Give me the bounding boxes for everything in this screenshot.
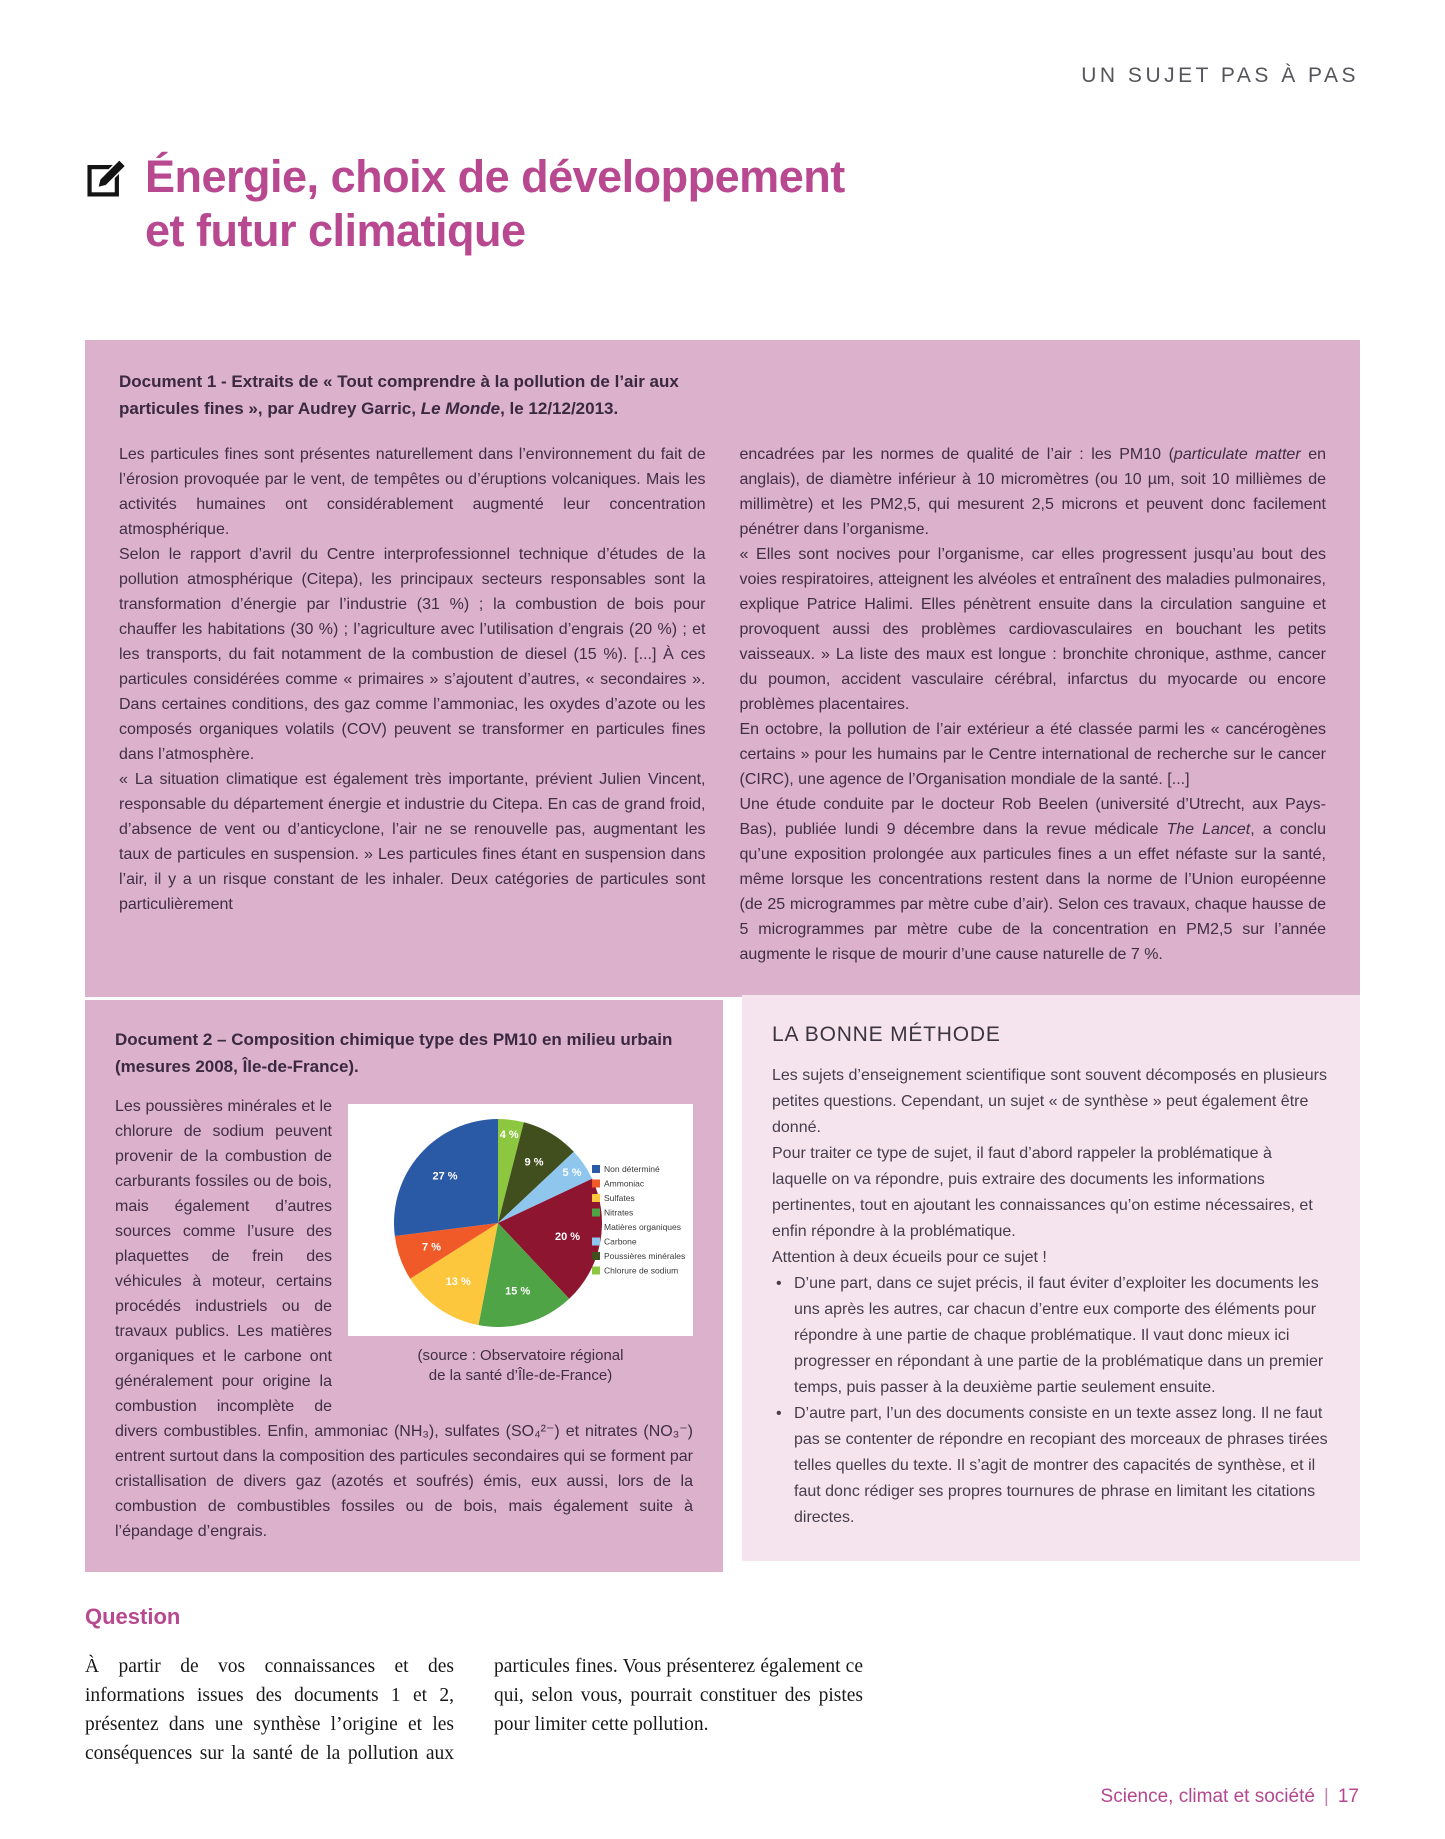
legend-label-non-determine: Non déterminé (604, 1164, 660, 1174)
chart-source-line2: de la santé d’Île-de-France) (428, 1367, 613, 1385)
chapter-title (145, 150, 845, 258)
method-box (742, 995, 1360, 1561)
paragraph: Une étude conduite par le docteur Rob Beelen (université d’Utrecht, aux Pays-Bas), publiée lundi 9 décembre dans la revue médicale The Lancet, a conclu qu’une exposition prolongée aux particules fines a un effet néfaste sur la santé, même lorsque les concentrations restent dans la norme de l’Union européenne (de 25 microgrammes par mètre cube d’air). Selon ces travaux, chaque hausse de 5 microgrammes par mètre cube de la concentration en PM2,5 sur l’année augmente le risque de mourir d’une cause naturelle de 7 %. (739, 796, 1326, 963)
pie-slice-value-label: 4 % (499, 1128, 519, 1141)
page-footer (1101, 1786, 1359, 1808)
question-heading: Question (85, 1604, 181, 1629)
legend-label-poussieres-minerales: Poussières minérales (604, 1251, 686, 1261)
legend-swatch-poussieres-minerales (592, 1252, 600, 1260)
document1-left-column (119, 442, 706, 967)
chart-source-caption (348, 1346, 693, 1387)
footer-collection-label: Science, climat et société (1100, 1786, 1315, 1807)
pie-slice-value-label: 5 % (562, 1167, 582, 1180)
legend-swatch-non-determine (592, 1165, 600, 1173)
paragraph: Pour traiter ce type de sujet, il faut d’abord rappeler la problématique à laquelle on va répondre, puis extraire des documents les informations pertinentes, tout en ajoutant les connaissances qu’on estime nécessaires, et enfin répondre à la problématique. (772, 1145, 1313, 1240)
legend-swatch-sulfates (592, 1194, 600, 1202)
chapter-title-line1: Énergie, choix de développement (145, 151, 845, 202)
pie-chart (348, 1104, 693, 1336)
document1-title: Document 1 - Extraits de « Tout comprendre à la pollution de l’air aux particules fines », par Audrey Garric, Le Monde, le 12/12/2013. (119, 372, 679, 418)
legend-label-ammoniac: Ammoniac (604, 1178, 645, 1189)
pie-slice-value-label: 27 % (432, 1170, 458, 1183)
question-text: À partir de vos connaissances et des informations issues des documents 1 et 2, présentez dans une synthèse l’origine et les conséquences sur la santé de la pollution aux particules fines. Vous présenterez également ce qui, selon vous, pourrait constituer des pistes pour limiter cette pollution. (85, 1656, 863, 1764)
paragraph: « La situation climatique est également très importante, prévient Julien Vincent, responsable du département énergie et industrie du Citepa. En cas de grand froid, d’absence de vent ou d’anticyclone, l’air ne se renouvelle pas, augmentant les taux de particules en suspension. » Les particules fines étant en suspension dans l’air, il y a un risque constant de les inhaler. Deux catégories de particules sont particulièrement (119, 771, 706, 913)
paragraph: encadrées par les normes de qualité de l’air : les PM10 (particulate matter en anglais), de diamètre inférieur à 10 micromètres (ou 10 µm, soit 10 millièmes de millimètre) et les PM2,5, qui mesurent 2,5 microns et peuvent donc facilement pénétrer dans l’organisme. (739, 446, 1327, 538)
pie-slice-value-label: 15 % (505, 1285, 531, 1298)
page-kicker: UN SUJET PAS À PAS (1081, 64, 1359, 87)
document2-body: Les poussières minérales et le chlorure de sodium peuvent provenir de la combustion de carburants fossiles ou de bois, mais également d’autres sources comme l’usure des plaquettes de frein des véhicules à moteur, certains procédés industriels ou de travaux publics. Les matières organiques et le carbone ont généralement pour origine la combustion incomplète de divers combustibles. Enfin, ammoniac (NH₃), sulfates (SO₄²⁻) et nitrates (NO₃⁻) entrent surtout dans la composition des particules secondaires qui se forment par cristallisation de divers gaz (azotés et soufrés) émis, eux aussi, lors de la combustion de combustibles fossiles ou de bois, mais également suite à l’épandage d’engrais. (115, 1098, 693, 1540)
legend-label-nitrates: Nitrates (604, 1207, 634, 1218)
legend-swatch-carbone (592, 1238, 600, 1246)
bullet-dot: • (776, 1405, 782, 1422)
paragraph: « Elles sont nocives pour l’organisme, car elles progressent jusqu’au bout des voies respiratoires, atteignent les alvéoles et entraînent des maladies pulmonaires, explique Patrice Halimi. Elles pénètrent ensuite dans la circulation sanguine et provoquent aussi des problèmes cardiovasculaires en bouchant les petits vaisseaux. » La liste des maux est longue : bronchite chronique, asthme, cancer du poumon, accident vasculaire cérébral, infarctus du myocarde ou encore problèmes placentaires. (739, 546, 1326, 713)
paragraph: Selon le rapport d’avril du Centre interprofessionnel technique d’études de la pollution atmosphérique (Citepa), les principaux secteurs responsables sont la transformation d’énergie par l’industrie (31 %) ; la combustion de bois pour chauffer les habitations (30 %) ; l’agriculture avec l’utilisation d’engrais (20 %) ; et les transports, du fait notamment de la combustion de diesel (15 %). [...] À ces particules considérées comme « primaires » s’ajoutent d’autres, « secondaires ». Dans certaines conditions, des gaz comme l’ammoniac, les oxydes d’azote ou les composés organiques volatils (COV) peuvent se transformer en particules fines dans l’atmosphère. (119, 546, 706, 763)
legend-swatch-ammoniac (592, 1180, 600, 1188)
method-box-content (772, 1063, 1330, 1531)
legend-label-matieres-organiques: Matières organiques (604, 1222, 682, 1232)
pie-slice-value-label: 9 % (524, 1156, 544, 1169)
legend-label-sulfates: Sulfates (604, 1193, 635, 1203)
document1-columns (119, 442, 1326, 967)
pie-chart-figure (348, 1104, 693, 1387)
footer-page-number: 17 (1337, 1786, 1359, 1807)
paragraph: En octobre, la pollution de l’air extérieur a été classée parmi les « cancérogènes certains » pour les humains par le Centre international de recherche sur le cancer (CIRC), une agence de l’Organisation mondiale de la santé. [...] (739, 721, 1326, 788)
pie-slice-value-label: 7 % (422, 1241, 441, 1254)
footer-separator: | (1323, 1786, 1329, 1807)
paragraph: • D’autre part, l’un des documents consiste en un texte assez long. Il ne faut pas se contenter de répondre en recopiant des morceaux de phrases tirées telles quelles du texte. Il s’agit de montrer des capacités de synthèse, et il faut donc rédiger ses propres tournures de phrase en limitant les citations directes. (772, 1401, 1330, 1531)
document1-right-column (740, 442, 1327, 967)
paragraph: • D’une part, dans ce sujet précis, il faut éviter d’exploiter les documents les uns après les autres, car chacun d’entre eux comporte des éléments pour répondre à une partie de chaque problématique. Il vaut donc mieux ici progresser en répondant à une partie de la problématique dans un premier temps, puis passer à la deuxième partie seulement ensuite. (772, 1271, 1330, 1401)
paragraph: Attention à deux écueils pour ce sujet ! (772, 1249, 1047, 1266)
method-box-title: LA BONNE MÉTHODE (772, 1023, 1001, 1046)
legend-swatch-chlorure-de-sodium (592, 1267, 600, 1275)
pie-slice-value-label: 13 % (445, 1276, 471, 1288)
bullet-dot: • (776, 1275, 782, 1292)
document1-box (85, 340, 1360, 997)
pie-slice-value-label: 20 % (554, 1230, 581, 1243)
legend-swatch-matieres-organiques (592, 1223, 600, 1231)
pencil-icon (85, 158, 127, 200)
paragraph: Les sujets d’enseignement scientifique sont souvent décomposés en plusieurs petites questions. Cependant, un sujet « de synthèse » peut également être donné. (772, 1067, 1327, 1136)
paragraph: Les particules fines sont présentes naturellement dans l’environnement du fait de l’érosion provoquée par le vent, de tempêtes ou d’éruptions volcaniques. Mais les activités humaines ont considérablement augmenté leur concentration atmosphérique. (119, 446, 706, 538)
chapter-title-line2: et futur climatique (145, 205, 526, 256)
document2-box (85, 1000, 723, 1572)
document2-title: Document 2 – Composition chimique type des PM10 en milieu urbain (mesures 2008, Île-de-France). (115, 1030, 673, 1076)
legend-swatch-nitrates (592, 1209, 600, 1217)
chapter-title-block (85, 150, 845, 258)
chart-source-line1: (source : Observatoire régional (417, 1347, 624, 1364)
legend-label-chlorure-de-sodium: Chlorure de sodium (604, 1265, 679, 1276)
legend-label-carbone: Carbone (604, 1236, 637, 1247)
